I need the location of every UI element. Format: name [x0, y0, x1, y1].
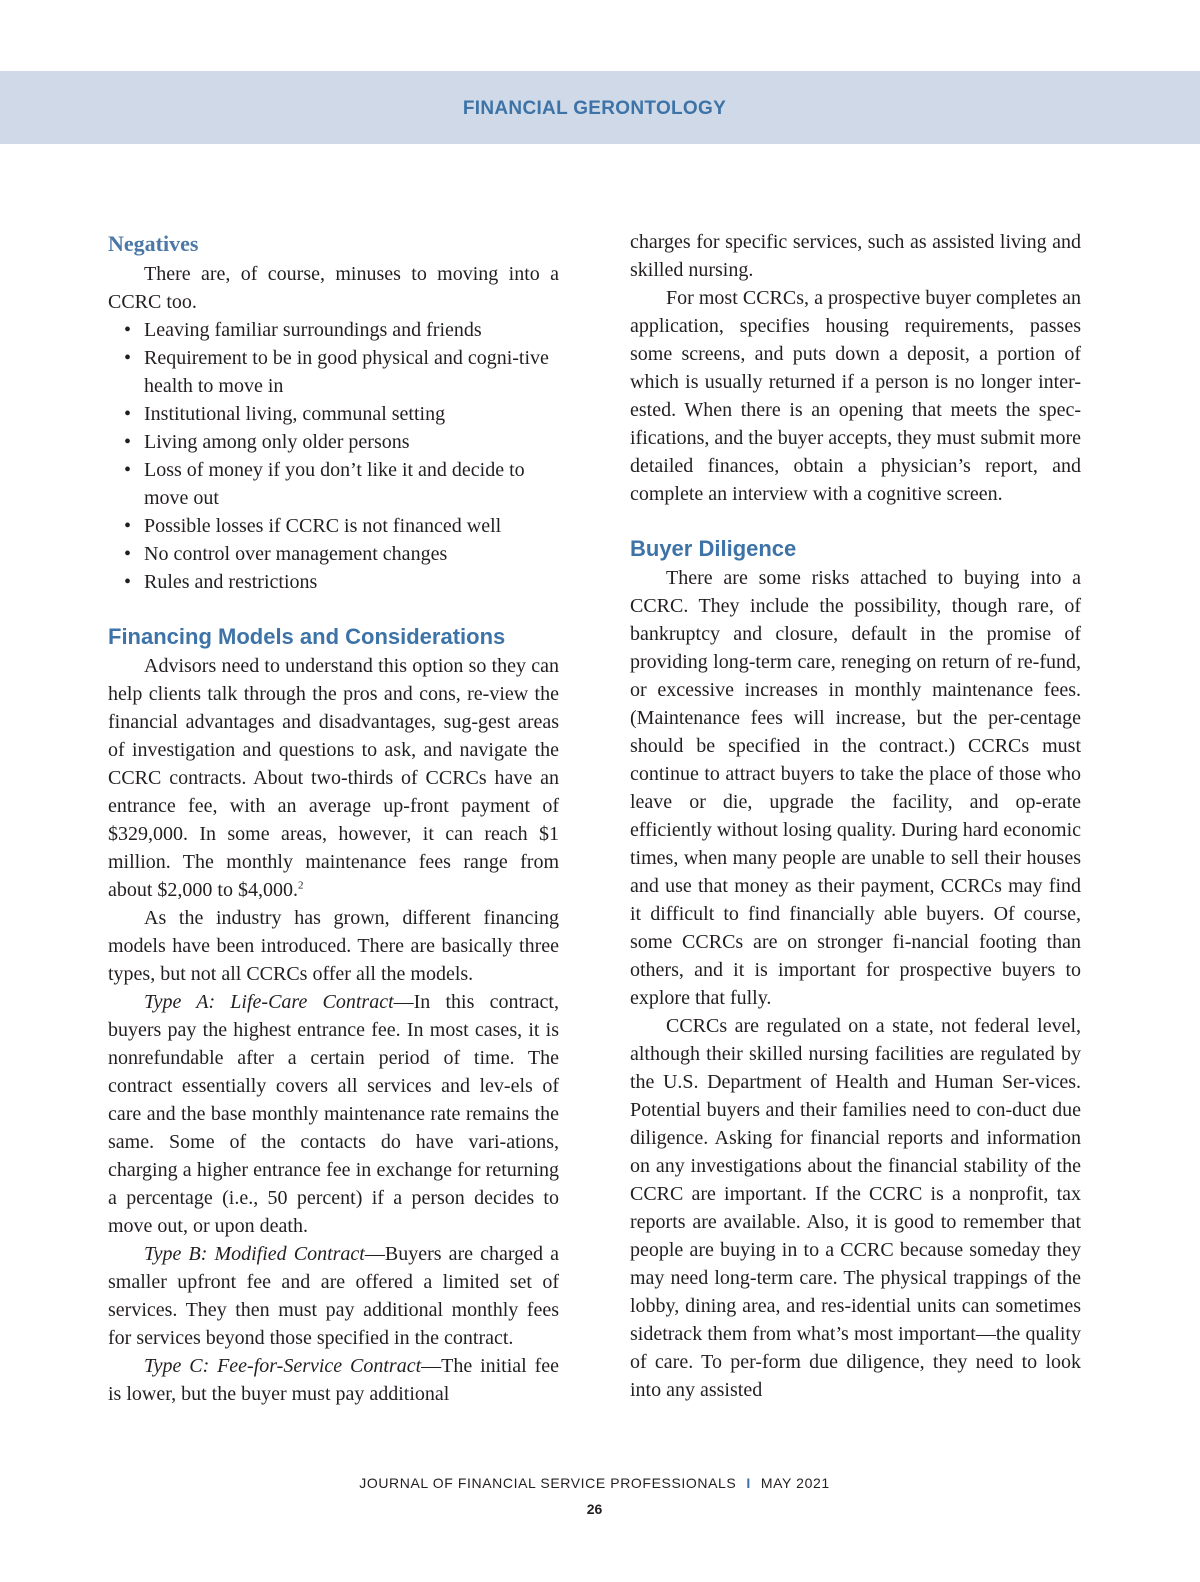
page-number: 26 — [586, 1501, 603, 1517]
bullet-icon: • — [124, 347, 132, 369]
bullet-icon: • — [124, 543, 132, 565]
financing-paragraph-2: As the industry has grown, different financing models have been introduced. There are basically three types, but not all CCRCs offer all the models. — [108, 907, 559, 985]
type-a-paragraph: Type A: Life-Care Contract—In this contract, buyers pay the highest entrance fee. In most cases, it is nonrefundable after a certain period of time. The contract essentially covers all services and lev-els of care and the base monthly maintenance rate remains the same. Some of the contacts do have vari-ations, charging a higher entrance fee in exchange for returning a percentage (i.e., 50 percent) if a person decides to move out, or upon death. — [108, 991, 559, 1237]
bullet-icon: • — [124, 403, 132, 425]
type-c-label: Type C: Fee-for-Service Contract — [144, 1355, 422, 1377]
running-header: FINANCIAL GERONTOLOGY — [462, 98, 727, 119]
application-paragraph: For most CCRCs, a prospective buyer completes an application, specifies housing requirements, passes some screens, and puts down a deposit, a portion of which is usually returned if a person is no longer inter-ested. When there is an opening that meets the spec-ifications, and the buyer accepts, they must submit more detailed finances, obtain a physician’s report, and complete an interview with a cognitive screen. — [630, 287, 1081, 505]
bullet-icon: • — [124, 431, 132, 453]
buyer-paragraph-1: There are some risks attached to buying into a CCRC. They include the possibility, though rare, of bankruptcy and closure, default in the promise of providing long-term care, reneging on return of re-fund, or excessive increases in monthly maintenance fees. (Maintenance fees will increase, but the per-centage should be specified in the contract.) CCRCs must continue to attract buyers to take the place of those who leave or die, upgrade the facility, and op-erate efficiently without losing quality. During hard economic times, when many people are unable to sell their houses and use that money as their payment, CCRCs may find it difficult to find financially able buyers. Of course, some CCRCs are on stronger fi-nancial footing than others, and it is important for prospective buyers to explore that fully. — [630, 567, 1082, 1009]
bullet-icon: • — [124, 459, 132, 481]
type-a-label: Type A: Life-Care Contract — [144, 991, 394, 1013]
bullet-icon: • — [124, 571, 132, 593]
type-b-label: Type B: Modified Contract — [144, 1243, 365, 1265]
continued-paragraph: charges for specific services, such as assisted living and skilled nursing. — [630, 231, 1081, 281]
list-item: • Living among only older persons — [108, 428, 559, 456]
list-item: • Loss of money if you don’t like it and decide to move out — [108, 456, 559, 512]
list-item: • No control over management changes — [108, 540, 559, 568]
negatives-list — [108, 316, 559, 596]
buyer-paragraph-2: CCRCs are regulated on a state, not federal level, although their skilled nursing facilities are regulated by the U.S. Department of Health and Human Ser-vices. Potential buyers and their families need to con-duct due diligence. Asking for financial reports and information on any investigations about the financial stability of the CCRC are important. If the CCRC is a nonprofit, tax reports are available. Also, it is good to remember that people are buying in to a CCRC because someday they may need long-term care. The physical trappings of the lobby, dining area, and res-idential units can sometimes sidetrack them from what’s most important—the quality of care. To per-form due diligence, they need to look into any assisted — [630, 1015, 1081, 1401]
negatives-heading: Negatives — [108, 231, 199, 256]
left-column — [108, 228, 559, 1408]
list-item: • Institutional living, communal setting — [108, 400, 559, 428]
negatives-intro: There are, of course, minuses to moving into a CCRC too. — [108, 263, 559, 313]
buyer-diligence-heading: Buyer Diligence — [630, 536, 797, 561]
right-column — [630, 228, 1081, 1404]
type-b-paragraph: Type B: Modified Contract—Buyers are charged a smaller upfront fee and are offered a limited set of services. They then must pay additional monthly fees for services beyond those specified in the contract. — [108, 1243, 559, 1349]
financing-paragraph-1: Advisors need to understand this option so they can help clients talk through the pros and cons, re-view the financial advantages and disadvantages, sug-gest areas of investigation and questions to ask, and navigate the CCRC contracts. About two-thirds of CCRCs have an entrance fee, with an average up-front payment of $329,000. In some areas, however, it can reach $1 million. The monthly maintenance fees range from about $2,000 to $4,000.$^2$ — [108, 655, 559, 901]
list-item: • Rules and restrictions — [108, 568, 559, 596]
financing-heading: Financing Models and Considerations — [108, 624, 506, 649]
footer-separator: I — [746, 1475, 751, 1491]
bullet-icon: • — [124, 515, 132, 537]
footnote-marker: 2 — [298, 879, 304, 892]
type-c-paragraph: Type C: Fee-for-Service Contract—The initial fee is lower, but the buyer must pay additional — [108, 1355, 559, 1405]
list-item: • Leaving familiar surroundings and friends — [108, 316, 559, 344]
bullet-icon: • — [124, 319, 132, 341]
list-item: • Requirement to be in good physical and cogni-tive health to move in — [108, 344, 559, 400]
footer-journal: JOURNAL OF FINANCIAL SERVICE PROFESSIONALS I MAY 2021 — [359, 1475, 830, 1491]
list-item: • Possible losses if CCRC is not financed well — [108, 512, 559, 540]
